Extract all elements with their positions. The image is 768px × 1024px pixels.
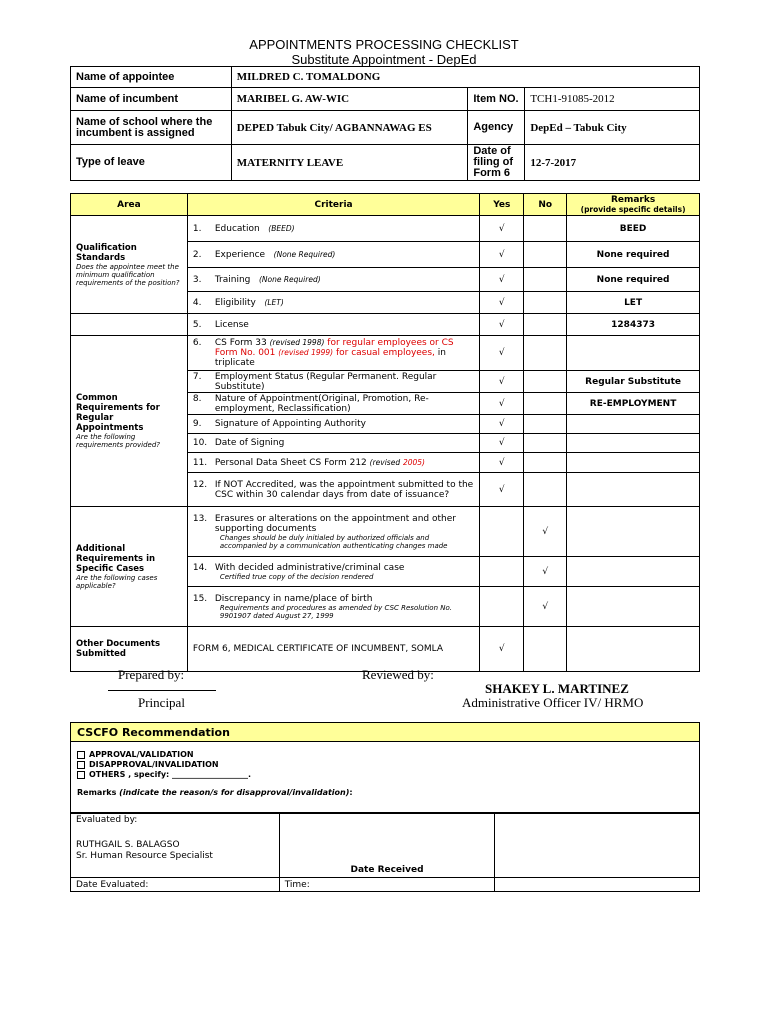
item-note: (None Required): [258, 274, 321, 284]
checklist-table: [70, 193, 700, 672]
yes-cell: [480, 507, 524, 557]
item-text-2: in triplicate: [214, 348, 446, 368]
remark-experience: None required: [567, 242, 700, 268]
agency-label: Agency: [468, 111, 525, 145]
no-cell: [524, 393, 567, 415]
appointee-label: Name of appointee: [71, 67, 232, 88]
no-check: √: [524, 507, 567, 557]
item-number: 5.: [192, 319, 202, 330]
item-subtext: Requirements and procedures as amended by CSC Resolution No. 9901907 dated August 27, 1999: [219, 603, 452, 620]
yes-check: √: [480, 242, 524, 268]
school-value: DEPED Tabuk City/ AGBANNAWAG ES: [231, 111, 468, 145]
item-number: 10.: [192, 438, 208, 448]
cscfo-recommendation-box: [70, 722, 700, 814]
remark-employment-status: Regular Substitute: [567, 371, 700, 393]
item-text: Employment Status (Regular Permanent. Regular Substitute): [214, 371, 437, 392]
evaluator-name: RUTHGAIL S. BALAGSO: [76, 840, 180, 850]
no-cell: [524, 371, 567, 393]
incumbent-label: Name of incumbent: [71, 88, 232, 111]
item-number: 14.: [192, 562, 208, 573]
cscfo-title: CSCFO Recommendation: [71, 723, 700, 742]
item-note: (BEED): [268, 223, 295, 233]
yes-check: √: [480, 393, 524, 415]
evaluated-by-label: Evaluated by:: [76, 815, 138, 825]
item-note: (LET): [264, 297, 284, 307]
item-note-year: 2005): [402, 457, 425, 467]
item-number: 13.: [192, 513, 208, 524]
criteria-signature: [187, 415, 479, 434]
criteria-license: [187, 314, 479, 336]
item-number: 2.: [192, 249, 202, 260]
no-cell: [524, 242, 567, 268]
item-text: Education: [214, 223, 260, 234]
remarks-instruction: (indicate the reason/s for disapproval/invalidation): [119, 788, 350, 797]
header-criteria: Criteria: [187, 194, 479, 216]
yes-check: √: [480, 216, 524, 242]
yes-check: √: [480, 627, 524, 672]
item-red-text-2: for casual employees,: [335, 348, 435, 358]
table-row: [71, 507, 700, 557]
item-subtext: Certified true copy of the decision rendered: [219, 572, 374, 581]
cscfo-remarks: [77, 788, 693, 798]
no-cell: [524, 473, 567, 507]
leave-type-value: MATERNITY LEAVE: [231, 145, 468, 181]
remarks-label: Remarks: [77, 788, 117, 797]
no-cell: [524, 453, 567, 473]
area-other-title: Other Documents Submitted: [76, 639, 161, 659]
area-common-title: Common Requirements for Regular Appointments: [76, 393, 160, 433]
item-no-label: Item NO.: [468, 88, 525, 111]
option-disapproval-label: DISAPPROVAL/INVALIDATION: [89, 760, 219, 769]
agency-value: DepEd – Tabuk City: [525, 111, 700, 145]
time-value[interactable]: [495, 878, 700, 892]
area-qualification-title: Qualification Standards: [76, 242, 137, 263]
item-number: 9.: [192, 419, 202, 429]
checkbox-icon[interactable]: [77, 761, 85, 769]
principal-signature-line: [108, 690, 216, 691]
area-additional: [71, 507, 188, 627]
item-number: 12.: [192, 479, 208, 490]
area-qualification-desc: Does the appointee meet the minimum qualification requirements of the position?: [76, 262, 180, 287]
yes-check: √: [480, 292, 524, 314]
criteria-cs-form-33: [187, 336, 479, 371]
item-number: 11.: [192, 457, 208, 468]
yes-check: √: [480, 453, 524, 473]
option-disapproval[interactable]: [77, 760, 693, 770]
criteria-pds: [187, 453, 479, 473]
leave-type-label: Type of leave: [71, 145, 232, 181]
no-cell: [524, 292, 567, 314]
header-area: Area: [71, 194, 188, 216]
yes-check: √: [480, 268, 524, 292]
item-number: 4.: [192, 297, 202, 308]
remark-empty: [567, 627, 700, 672]
remark-empty: [567, 557, 700, 587]
criteria-accreditation: [187, 473, 479, 507]
remark-empty: [567, 453, 700, 473]
prepared-by-label: Prepared by:: [118, 667, 185, 682]
remarks-colon: :: [349, 788, 353, 797]
incumbent-value: MARIBEL G. AW-WIC: [231, 88, 468, 111]
area-empty: [71, 314, 188, 336]
yes-check: √: [480, 336, 524, 371]
no-cell: [524, 314, 567, 336]
remark-license: 1284373: [567, 314, 700, 336]
yes-check: √: [480, 434, 524, 453]
yes-check: √: [480, 415, 524, 434]
table-row: [71, 216, 700, 242]
no-cell: [524, 336, 567, 371]
item-text: If NOT Accredited, was the appointment submitted to the CSC within 30 calendar days from date of issuance?: [214, 479, 474, 500]
item-text: Experience: [214, 249, 266, 260]
no-cell: [524, 627, 567, 672]
no-cell: [524, 434, 567, 453]
area-additional-title: Additional Requirements in Specific Cases: [76, 543, 156, 574]
criteria-erasures: [187, 507, 479, 557]
item-note: (revised: [369, 457, 401, 467]
remark-empty: [567, 415, 700, 434]
criteria-admin-case: [187, 557, 479, 587]
remark-empty: [567, 587, 700, 627]
table-row: [71, 336, 700, 371]
item-text: Training: [214, 274, 251, 285]
header-no: No: [524, 194, 567, 216]
time-label: Time:: [279, 878, 495, 892]
item-number: 7.: [192, 371, 202, 382]
no-check: √: [524, 557, 567, 587]
criteria-education: [187, 216, 479, 242]
area-qualification: [71, 216, 188, 314]
remark-eligibility: LET: [567, 292, 700, 314]
checkbox-icon[interactable]: [77, 771, 85, 779]
item-red-note: (revised 1999): [278, 348, 334, 357]
criteria-experience: [187, 242, 479, 268]
item-text: Discrepancy in name/place of birth: [214, 593, 373, 604]
evaluator-title: Sr. Human Resource Specialist: [76, 851, 213, 861]
yes-check: √: [480, 473, 524, 507]
item-text: CS Form 33: [214, 338, 267, 348]
no-cell: [524, 268, 567, 292]
criteria-training: [187, 268, 479, 292]
criteria-discrepancy: [187, 587, 479, 627]
area-other: [71, 627, 188, 672]
item-text: With decided administrative/criminal case: [214, 562, 405, 573]
item-text: Nature of Appointment(Original, Promotion, Re-employment, Reclassification): [214, 393, 429, 414]
area-additional-desc: Are the following cases applicable?: [76, 573, 158, 590]
remark-education: BEED: [567, 216, 700, 242]
cscfo-options: [71, 742, 700, 814]
area-common-desc: Are the following requirements provided?: [76, 433, 160, 449]
table-row: [71, 314, 700, 336]
filing-date-label: Date of filing of Form 6: [468, 145, 525, 181]
yes-check: √: [480, 371, 524, 393]
no-cell: [524, 216, 567, 242]
item-number: 6.: [192, 338, 202, 348]
item-note: (revised 1998): [269, 338, 325, 347]
item-text: Signature of Appointing Authority: [214, 419, 366, 429]
remark-empty: [567, 473, 700, 507]
item-note: (None Required): [273, 249, 336, 259]
item-text: Eligibility: [214, 297, 256, 308]
appointee-info-table: [70, 66, 700, 181]
evaluated-by-cell: [71, 813, 280, 878]
date-received-value[interactable]: [495, 813, 700, 878]
item-number: 8.: [192, 393, 202, 404]
checkbox-icon[interactable]: [77, 751, 85, 759]
item-number: 15.: [192, 593, 208, 604]
principal-label: Principal: [138, 695, 185, 710]
item-number: 3.: [192, 274, 202, 285]
date-received-label: Date Received: [279, 813, 495, 878]
item-text: Personal Data Sheet CS Form 212: [214, 457, 367, 468]
criteria-eligibility: [187, 292, 479, 314]
remark-empty: [567, 336, 700, 371]
item-text: Erasures or alterations on the appointment and other supporting documents: [214, 513, 456, 534]
remark-empty: [567, 434, 700, 453]
yes-cell: [480, 557, 524, 587]
reviewed-by-label: Reviewed by:: [362, 667, 434, 682]
area-common: [71, 336, 188, 507]
item-subtext: Changes should be duly initialed by authorized officials and accompanied by a communication authenticating changes made: [219, 533, 448, 550]
criteria-employment-status: [187, 371, 479, 393]
no-check: √: [524, 587, 567, 627]
header-remarks: [567, 194, 700, 216]
document-title: APPOINTMENTS PROCESSING CHECKLIST: [249, 37, 519, 52]
option-others[interactable]: [77, 770, 693, 780]
filing-date-value: 12-7-2017: [525, 145, 700, 181]
date-evaluated-label: Date Evaluated:: [71, 878, 280, 892]
no-cell: [524, 415, 567, 434]
criteria-other-documents: FORM 6, MEDICAL CERTIFICATE OF INCUMBENT, SOMLA: [187, 627, 479, 672]
evaluation-table: [70, 812, 700, 892]
criteria-nature-of-appointment: [187, 393, 479, 415]
item-number: 1.: [192, 223, 202, 234]
option-approval-label: APPROVAL/VALIDATION: [89, 750, 194, 759]
item-red-text: for regular employees or CS Form No. 001: [214, 338, 454, 358]
yes-check: √: [480, 314, 524, 336]
header-remarks-sub: (provide specific details): [580, 204, 686, 214]
reviewer-name: SHAKEY L. MARTINEZ: [485, 681, 629, 696]
item-text: Date of Signing: [214, 438, 285, 448]
school-label: Name of school where the incumbent is assigned: [71, 111, 232, 145]
criteria-date-of-signing: [187, 434, 479, 453]
remark-training: None required: [567, 268, 700, 292]
yes-cell: [480, 587, 524, 627]
appointee-value: MILDRED C. TOMALDONG: [231, 67, 699, 88]
table-row: [71, 627, 700, 672]
reviewer-title: Administrative Officer IV/ HRMO: [462, 695, 644, 710]
header-yes: Yes: [480, 194, 524, 216]
remark-nature-of-appointment: RE-EMPLOYMENT: [567, 393, 700, 415]
document-subtitle: Substitute Appointment - DepEd: [291, 52, 477, 67]
item-text: License: [214, 319, 249, 330]
remark-empty: [567, 507, 700, 557]
item-no-value: TCH1-91085-2012: [525, 88, 700, 111]
header-remarks-title: Remarks: [610, 194, 656, 205]
option-approval[interactable]: [77, 750, 693, 760]
option-others-label: OTHERS , specify: ___________________.: [89, 770, 252, 779]
